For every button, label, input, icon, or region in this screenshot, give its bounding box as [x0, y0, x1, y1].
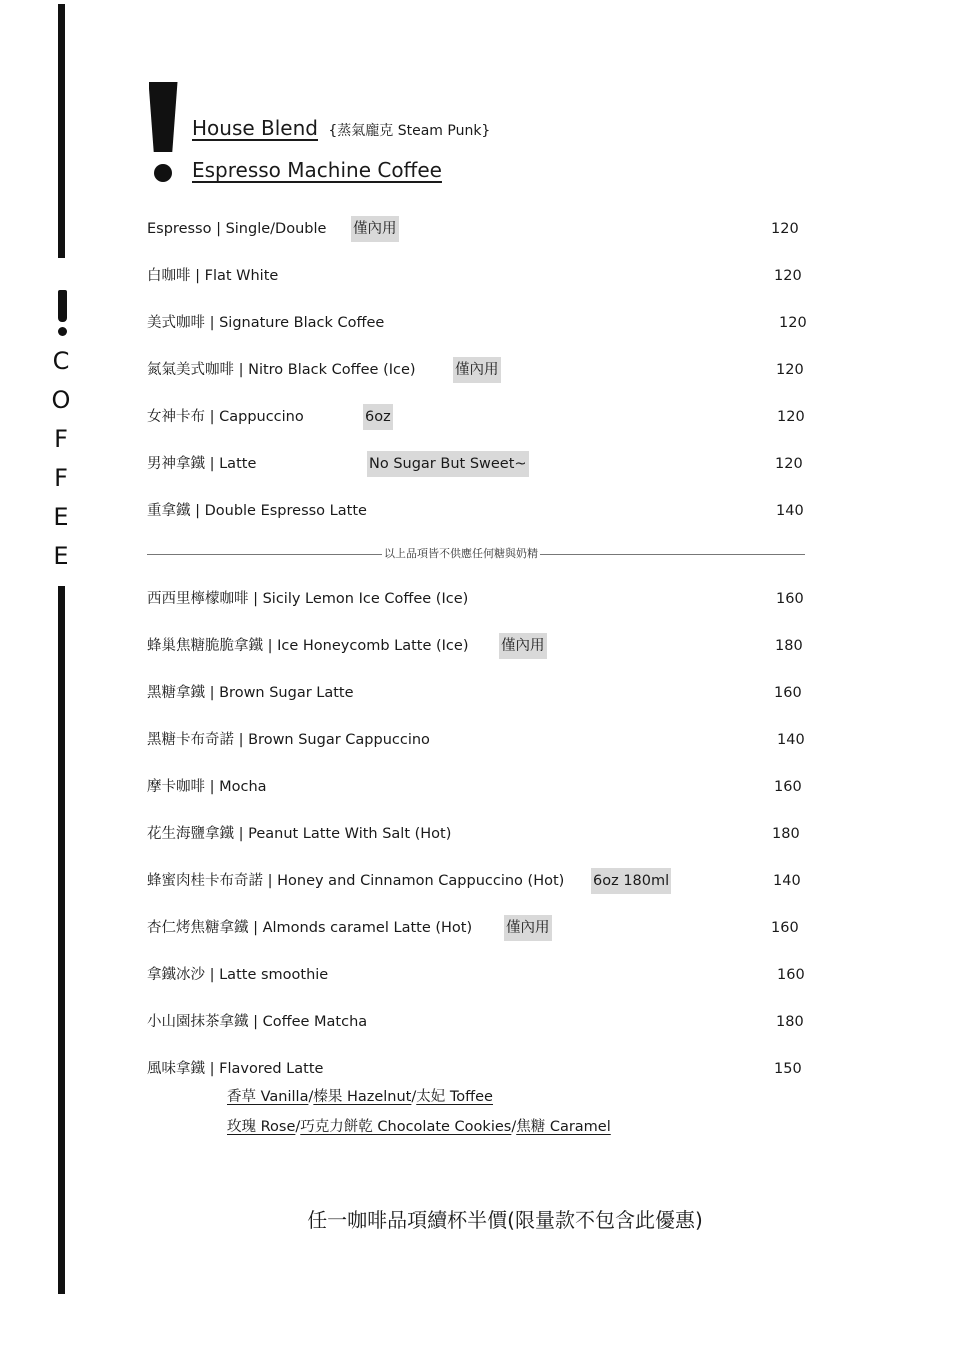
item-tag: 僅內用 — [351, 216, 399, 242]
flavor-option: 香草 Vanilla — [227, 1089, 309, 1105]
item-price: 120 — [776, 362, 804, 378]
menu-item — [147, 499, 807, 523]
side-letter: C — [52, 347, 70, 375]
item-price: 160 — [774, 685, 802, 701]
flavor-separator: / — [308, 1089, 314, 1105]
item-price: 160 — [777, 967, 805, 983]
flavor-option: 玫瑰 Rose — [227, 1119, 296, 1135]
item-price: 120 — [775, 456, 803, 472]
item-name: Espresso | Single/Double — [147, 221, 327, 237]
menu-item — [147, 775, 807, 799]
menu-item — [147, 587, 807, 611]
flavor-options-line — [227, 1117, 611, 1137]
menu-item — [147, 452, 807, 476]
menu-item — [147, 1010, 807, 1034]
menu-item — [147, 634, 807, 658]
item-price: 120 — [777, 409, 805, 425]
item-name: 西西里檸檬咖啡 | Sicily Lemon Ice Coffee (Ice) — [147, 591, 469, 607]
menu-item — [147, 963, 807, 987]
item-price: 120 — [774, 268, 802, 284]
section-title: Espresso Machine Coffee — [192, 158, 442, 182]
item-tag: No Sugar But Sweet~ — [367, 451, 529, 477]
item-name: 美式咖啡 | Signature Black Coffee — [147, 315, 385, 331]
menu-item — [147, 822, 807, 846]
item-price: 160 — [776, 591, 804, 607]
flavor-option: 榛果 Hazelnut — [313, 1089, 412, 1105]
item-price: 140 — [776, 503, 804, 519]
menu-item — [147, 1057, 807, 1081]
big-exclamation-icon — [147, 82, 179, 182]
item-name: 女神卡布 | Cappuccino — [147, 409, 304, 425]
item-price: 120 — [779, 315, 807, 331]
flavor-option: 巧克力餅乾 Chocolate Cookies — [300, 1119, 512, 1135]
item-name: 摩卡咖啡 | Mocha — [147, 779, 267, 795]
item-name: 黑糖拿鐵 | Brown Sugar Latte — [147, 685, 354, 701]
flavor-separator: / — [411, 1089, 417, 1105]
side-letter: O — [51, 386, 71, 414]
item-name: 黑糖卡布奇諾 | Brown Sugar Cappuccino — [147, 732, 430, 748]
side-bar-bottom — [58, 586, 65, 1294]
item-name: 重拿鐵 | Double Espresso Latte — [147, 503, 367, 519]
menu-item — [147, 681, 807, 705]
item-price: 150 — [774, 1061, 802, 1077]
menu-item — [147, 916, 807, 940]
item-name: 蜂蜜肉桂卡布奇諾 | Honey and Cinnamon Cappuccino (Hot) — [147, 873, 565, 889]
menu-item — [147, 728, 807, 752]
divider-note: 以上品項皆不供應任何糖與奶精 — [384, 547, 538, 560]
item-tag: 6oz — [363, 404, 393, 430]
side-letter: E — [53, 503, 69, 531]
menu-item — [147, 264, 807, 288]
menu-item — [147, 405, 807, 429]
item-tag: 僅內用 — [453, 357, 501, 383]
menu-title — [192, 116, 490, 140]
menu-subtitle: {蒸氣龐克 Steam Punk} — [328, 123, 491, 139]
item-name: 白咖啡 | Flat White — [147, 268, 279, 284]
flavor-separator: / — [511, 1119, 517, 1135]
item-price: 120 — [771, 221, 799, 237]
side-letter: F — [54, 464, 68, 492]
side-coffee-letters — [46, 342, 76, 576]
flavor-options-line — [227, 1087, 493, 1107]
menu-title-text: House Blend — [192, 116, 318, 140]
item-name: 花生海鹽拿鐵 | Peanut Latte With Salt (Hot) — [147, 826, 452, 842]
menu-item — [147, 217, 807, 241]
item-name: 蜂巢焦糖脆脆拿鐵 | Ice Honeycomb Latte (Ice) — [147, 638, 469, 654]
item-name: 男神拿鐵 | Latte — [147, 456, 257, 472]
flavor-option: 太妃 Toffee — [416, 1089, 493, 1105]
item-price: 140 — [777, 732, 805, 748]
flavor-separator: / — [295, 1119, 301, 1135]
item-name: 杏仁烤焦糖拿鐵 | Almonds caramel Latte (Hot) — [147, 920, 473, 936]
menu-item — [147, 311, 807, 335]
item-name: 氮氣美式咖啡 | Nitro Black Coffee (Ice) — [147, 362, 416, 378]
item-name: 拿鐵冰沙 | Latte smoothie — [147, 967, 329, 983]
item-price: 140 — [773, 873, 801, 889]
item-price: 160 — [771, 920, 799, 936]
menu-item — [147, 869, 807, 893]
item-price: 160 — [774, 779, 802, 795]
item-name: 風味拿鐵 | Flavored Latte — [147, 1061, 324, 1077]
side-letter: F — [54, 425, 68, 453]
item-price: 180 — [772, 826, 800, 842]
item-price: 180 — [776, 1014, 804, 1030]
exclamation-icon — [52, 290, 72, 336]
item-price: 180 — [775, 638, 803, 654]
flavor-option: 焦糖 Caramel — [516, 1119, 611, 1135]
side-bar-top — [58, 4, 65, 258]
menu-item — [147, 358, 807, 382]
side-letter: E — [53, 542, 69, 570]
item-tag: 僅內用 — [499, 633, 547, 659]
item-tag: 6oz 180ml — [591, 868, 671, 894]
item-tag: 僅內用 — [504, 915, 552, 941]
item-name: 小山園抹茶拿鐵 | Coffee Matcha — [147, 1014, 368, 1030]
refill-note: 任一咖啡品項續杯半價(限量款不包含此優惠) — [307, 1208, 703, 1232]
